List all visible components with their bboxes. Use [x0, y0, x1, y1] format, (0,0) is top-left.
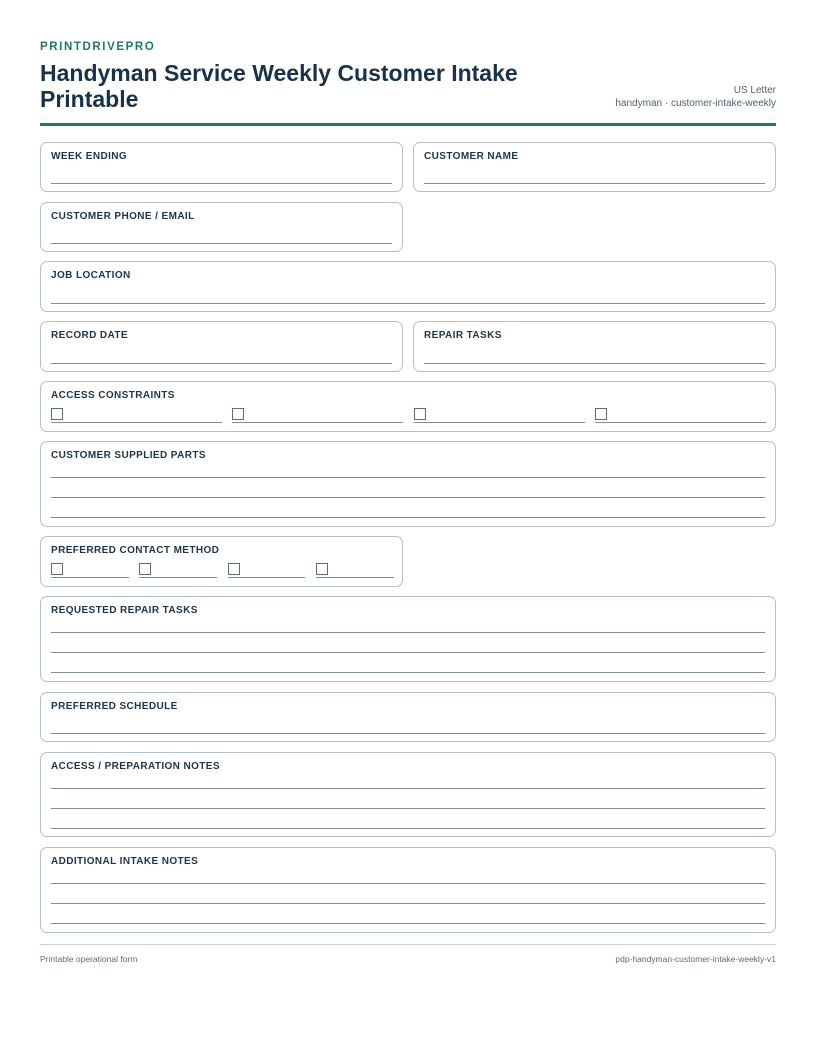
preferred-contact-method-field — [40, 536, 403, 587]
repair-tasks-field[interactable] — [413, 321, 776, 372]
write-line[interactable] — [51, 828, 765, 829]
field-label: WEEK ENDING — [51, 151, 128, 162]
page-title: Handyman Service Weekly Customer Intake Printable — [40, 60, 518, 112]
requested-repair-tasks-field[interactable] — [40, 596, 776, 682]
write-line[interactable] — [51, 923, 765, 924]
checkbox[interactable] — [51, 408, 63, 420]
checkbox-option[interactable] — [139, 563, 217, 578]
form-tags: handyman · customer-intake-weekly — [615, 98, 776, 109]
field-label: CUSTOMER NAME — [424, 151, 519, 162]
write-line[interactable] — [51, 652, 765, 653]
write-line[interactable] — [51, 477, 765, 478]
customer-phone-email-field[interactable] — [40, 202, 403, 252]
field-label: ACCESS CONSTRAINTS — [51, 390, 175, 401]
page-footer — [40, 944, 776, 964]
checkbox[interactable] — [232, 408, 244, 420]
page-meta — [615, 84, 776, 110]
checkbox[interactable] — [595, 408, 607, 420]
field-label: CUSTOMER PHONE / EMAIL — [51, 211, 195, 222]
write-line[interactable] — [51, 303, 765, 304]
checkbox[interactable] — [228, 563, 240, 575]
customer-supplied-parts-field[interactable] — [40, 441, 776, 527]
write-line[interactable] — [51, 672, 765, 673]
field-label: RECORD DATE — [51, 330, 128, 341]
checkbox-option[interactable] — [232, 408, 403, 423]
write-line[interactable] — [424, 363, 765, 364]
checkbox-option[interactable] — [595, 408, 766, 423]
brand-name: PRINTDRIVEPRO — [40, 41, 156, 53]
form-header — [40, 40, 776, 126]
field-label: CUSTOMER SUPPLIED PARTS — [51, 450, 206, 461]
field-label: REQUESTED REPAIR TASKS — [51, 605, 198, 616]
checkbox-option[interactable] — [316, 563, 394, 578]
checkbox-option[interactable] — [51, 408, 222, 423]
preferred-schedule-field[interactable] — [40, 692, 776, 742]
field-label: JOB LOCATION — [51, 270, 131, 281]
write-line[interactable] — [51, 733, 765, 734]
footer-form-id: pdp-handyman-customer-intake-weekly-v1 — [615, 954, 776, 964]
field-label: ADDITIONAL INTAKE NOTES — [51, 856, 199, 867]
write-line[interactable] — [51, 517, 765, 518]
paper-size: US Letter — [733, 85, 776, 96]
checkbox-option[interactable] — [414, 408, 585, 423]
checkbox[interactable] — [51, 563, 63, 575]
field-label: PREFERRED CONTACT METHOD — [51, 545, 220, 556]
field-label: PREFERRED SCHEDULE — [51, 701, 178, 712]
write-line[interactable] — [51, 903, 765, 904]
write-line[interactable] — [51, 497, 765, 498]
field-label: ACCESS / PREPARATION NOTES — [51, 761, 220, 772]
week-ending-field[interactable] — [40, 142, 403, 192]
write-line[interactable] — [51, 243, 392, 244]
record-date-field[interactable] — [40, 321, 403, 372]
checkbox[interactable] — [139, 563, 151, 575]
checkbox[interactable] — [316, 563, 328, 575]
write-line[interactable] — [51, 632, 765, 633]
job-location-field[interactable] — [40, 261, 776, 312]
write-line[interactable] — [51, 883, 765, 884]
access-preparation-notes-field[interactable] — [40, 752, 776, 837]
write-line[interactable] — [51, 183, 392, 184]
footer-left-text: Printable operational form — [40, 954, 138, 964]
write-line[interactable] — [51, 808, 765, 809]
field-label: REPAIR TASKS — [424, 330, 502, 341]
access-constraints-field — [40, 381, 776, 432]
checkbox[interactable] — [414, 408, 426, 420]
write-line[interactable] — [51, 788, 765, 789]
additional-intake-notes-field[interactable] — [40, 847, 776, 933]
write-line[interactable] — [51, 363, 392, 364]
checkbox-option[interactable] — [228, 563, 305, 578]
write-line[interactable] — [424, 183, 765, 184]
checkbox-option[interactable] — [51, 563, 129, 578]
customer-name-field[interactable] — [413, 142, 776, 192]
